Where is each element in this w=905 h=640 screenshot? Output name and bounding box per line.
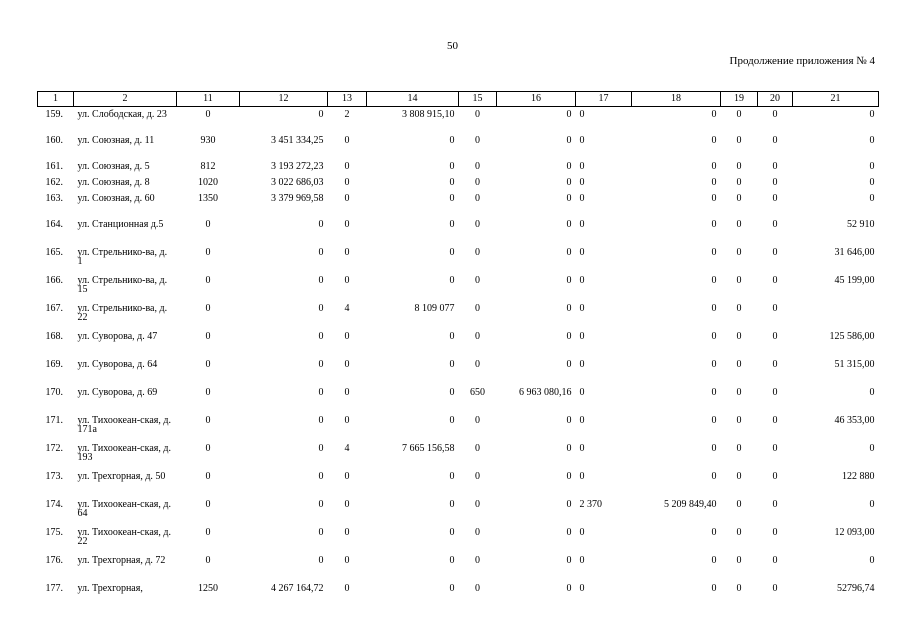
cell-col-19: 0: [736, 582, 742, 594]
cell-col-21: 122 880: [842, 470, 875, 482]
cell-address: ул. Стрельнико-ва, д. 22: [77, 302, 168, 323]
cell-col-20: 0: [772, 274, 778, 286]
cell-col-11: 0: [205, 218, 211, 230]
cell-col-13: 0: [344, 246, 350, 258]
cell-col-11: 0: [205, 442, 211, 454]
cell-col-14: 0: [449, 554, 455, 566]
cell-col-21: 0: [869, 498, 875, 510]
header-col-14: 14: [367, 92, 459, 107]
table-row: [38, 245, 879, 273]
cell-col-21: [793, 301, 879, 329]
cell-col-19: 0: [736, 554, 742, 566]
cell-col-14: 7 665 156,58: [402, 442, 455, 454]
cell-col-16: 0: [566, 470, 572, 482]
cell-row-number: 159.: [45, 109, 63, 120]
cell-col-11: 812: [200, 160, 216, 172]
cell-col-21: 0: [869, 554, 875, 566]
cell-col-17: 0: [579, 330, 585, 342]
cell-col-12: 0: [318, 246, 324, 258]
cell-row-number: 170.: [45, 386, 63, 398]
cell-col-18: 0: [711, 134, 717, 146]
cell-col-14: 0: [449, 582, 455, 594]
cell-col-21: 0: [869, 109, 875, 120]
cell-col-11: 0: [205, 470, 211, 482]
cell-row-number: 165.: [45, 246, 63, 258]
cell-col-14: 0: [449, 414, 455, 426]
cell-col-16: 0: [566, 274, 572, 286]
cell-col-11: 0: [205, 330, 211, 342]
cell-col-12: 3 193 272,23: [271, 160, 324, 172]
cell-row-number: 176.: [45, 554, 63, 566]
cell-col-15: 650: [470, 386, 485, 398]
cell-col-20: 0: [772, 582, 778, 594]
cell-col-14: 0: [449, 160, 455, 172]
cell-col-15: 0: [475, 302, 480, 314]
table-row: [38, 133, 879, 159]
cell-col-15: 0: [475, 526, 480, 538]
cell-col-13: 0: [344, 176, 350, 188]
data-table: [37, 91, 879, 601]
cell-col-17: 2 370: [579, 498, 602, 510]
cell-col-14: 0: [449, 330, 455, 342]
table-row: [38, 469, 879, 497]
cell-col-11: 0: [205, 246, 211, 258]
cell-col-17: 0: [579, 218, 585, 230]
cell-col-14: 0: [449, 274, 455, 286]
cell-col-16: 0: [566, 526, 572, 538]
cell-col-14: 0: [449, 386, 455, 398]
cell-col-17: 0: [579, 160, 585, 172]
cell-row-number: 168.: [45, 330, 63, 342]
cell-col-16: 0: [566, 302, 572, 314]
cell-col-16: 6 963 080,16: [519, 386, 572, 398]
cell-col-21: 12 093,00: [834, 526, 875, 538]
cell-col-12: 0: [318, 526, 324, 538]
cell-col-21: 46 353,00: [834, 414, 875, 426]
cell-address: ул. Тихоокеан-ская, д. 193: [77, 442, 171, 463]
cell-col-15: 0: [475, 176, 480, 188]
cell-col-11: 0: [205, 526, 211, 538]
cell-col-17: 0: [579, 192, 585, 204]
cell-col-14: 0: [449, 358, 455, 370]
cell-col-19: 0: [736, 134, 742, 146]
cell-col-11: 0: [205, 109, 211, 120]
cell-col-18: 0: [711, 274, 717, 286]
cell-row-number: 164.: [45, 218, 63, 230]
cell-address: ул. Трехгорная,: [77, 582, 143, 594]
cell-col-16: 0: [566, 134, 572, 146]
cell-address: ул. Союзная, д. 60: [77, 192, 155, 204]
cell-address: ул. Союзная, д. 11: [77, 134, 155, 146]
cell-row-number: 171.: [45, 414, 63, 426]
cell-col-17: 0: [579, 414, 585, 426]
cell-col-13: 0: [344, 470, 350, 482]
cell-col-15: 0: [475, 358, 480, 370]
table-row: [38, 217, 879, 245]
cell-col-14: 0: [449, 246, 455, 258]
cell-col-19: 0: [736, 274, 742, 286]
cell-col-18: 0: [711, 526, 717, 538]
cell-row-number: 161.: [45, 160, 63, 172]
table-row: [38, 107, 879, 133]
cell-col-12: 0: [318, 470, 324, 482]
cell-address: ул. Суворова, д. 47: [77, 330, 158, 342]
cell-col-13: 2: [344, 109, 350, 120]
cell-col-13: 0: [344, 218, 350, 230]
cell-col-11: 1020: [198, 176, 218, 188]
cell-col-18: 0: [711, 442, 717, 454]
cell-col-18: 0: [711, 582, 717, 594]
cell-col-18: 0: [711, 554, 717, 566]
cell-col-13: 4: [344, 442, 350, 454]
cell-col-15: 0: [475, 442, 480, 454]
cell-address: ул. Слободская, д. 23: [77, 109, 167, 120]
cell-address: ул. Суворова, д. 69: [77, 386, 158, 398]
cell-address: ул. Тихоокеан-ская, д. 22: [77, 526, 171, 547]
cell-address: ул. Союзная, д. 8: [77, 176, 150, 188]
table-row: [38, 159, 879, 175]
cell-col-14: 0: [449, 192, 455, 204]
cell-col-20: 0: [772, 442, 778, 454]
cell-col-17: 0: [579, 302, 585, 314]
cell-col-19: 0: [736, 498, 742, 510]
cell-col-17: 0: [579, 554, 585, 566]
cell-col-14: 3 808 915,10: [402, 109, 455, 120]
cell-col-12: 4 267 164,72: [271, 582, 324, 594]
cell-col-13: 0: [344, 192, 350, 204]
cell-col-12: 0: [318, 302, 324, 314]
cell-col-20: 0: [772, 526, 778, 538]
cell-col-18: 0: [711, 302, 717, 314]
cell-col-15: 0: [475, 414, 480, 426]
table-row: [38, 553, 879, 581]
cell-col-19: 0: [736, 218, 742, 230]
cell-col-17: 0: [579, 358, 585, 370]
cell-col-13: 0: [344, 582, 350, 594]
cell-col-14: 0: [449, 176, 455, 188]
cell-col-17: 0: [579, 526, 585, 538]
cell-col-18: 0: [711, 218, 717, 230]
header-col-19: 19: [721, 92, 758, 107]
cell-col-15: 0: [475, 274, 480, 286]
cell-col-19: 0: [736, 386, 742, 398]
cell-row-number: 169.: [45, 358, 63, 370]
cell-col-16: 0: [566, 358, 572, 370]
cell-col-20: 0: [772, 192, 778, 204]
cell-col-19: 0: [736, 470, 742, 482]
header-col-16: 16: [497, 92, 576, 107]
cell-col-17: 0: [579, 274, 585, 286]
cell-address: ул. Союзная, д. 5: [77, 160, 150, 172]
cell-col-13: 0: [344, 414, 350, 426]
page-number: 50: [447, 40, 458, 52]
cell-row-number: 163.: [45, 192, 63, 204]
cell-col-11: 0: [205, 498, 211, 510]
cell-col-19: 0: [736, 246, 742, 258]
cell-col-11: 0: [205, 554, 211, 566]
cell-col-16: 0: [566, 246, 572, 258]
cell-col-16: 0: [566, 442, 572, 454]
cell-col-13: 0: [344, 386, 350, 398]
cell-col-15: 0: [475, 246, 480, 258]
cell-col-15: 0: [475, 218, 480, 230]
cell-col-15: 0: [475, 498, 480, 510]
cell-col-21: 0: [869, 134, 875, 146]
cell-col-18: 0: [711, 414, 717, 426]
cell-col-21: 31 646,00: [834, 246, 875, 258]
cell-col-21: 125 586,00: [829, 330, 875, 342]
cell-col-11: 0: [205, 302, 211, 314]
cell-col-17: 0: [579, 246, 585, 258]
cell-col-19: 0: [736, 160, 742, 172]
cell-col-21: 0: [869, 176, 875, 188]
header-col-15: 15: [459, 92, 497, 107]
cell-row-number: 172.: [45, 442, 63, 454]
cell-col-13: 0: [344, 358, 350, 370]
cell-address: ул. Тихоокеан-ская, д. 171а: [77, 414, 171, 435]
cell-col-12: 0: [318, 414, 324, 426]
cell-address: ул. Станционная д.5: [77, 218, 164, 230]
cell-col-19: 0: [736, 358, 742, 370]
cell-col-17: 0: [579, 582, 585, 594]
cell-col-21: 52796,74: [837, 582, 875, 594]
cell-col-15: 0: [475, 554, 480, 566]
cell-address: ул. Трехгорная, д. 50: [77, 470, 166, 482]
cell-col-12: 0: [318, 218, 324, 230]
cell-col-16: 0: [566, 582, 572, 594]
table-row: [38, 497, 879, 525]
cell-col-16: 0: [566, 330, 572, 342]
cell-col-14: 0: [449, 526, 455, 538]
header-col-11: 11: [177, 92, 240, 107]
cell-col-16: 0: [566, 109, 572, 120]
cell-col-14: 0: [449, 498, 455, 510]
cell-col-20: 0: [772, 134, 778, 146]
cell-col-16: 0: [566, 192, 572, 204]
cell-col-11: 0: [205, 358, 211, 370]
cell-col-17: 0: [579, 176, 585, 188]
table-row: [38, 175, 879, 191]
table-row: [38, 273, 879, 301]
cell-col-20: 0: [772, 109, 778, 120]
cell-col-13: 0: [344, 554, 350, 566]
cell-col-12: 0: [318, 498, 324, 510]
cell-col-21: 45 199,00: [834, 274, 875, 286]
cell-col-18: 0: [711, 160, 717, 172]
cell-col-13: 0: [344, 134, 350, 146]
cell-col-12: 0: [318, 554, 324, 566]
cell-col-19: 0: [736, 442, 742, 454]
cell-col-20: 0: [772, 414, 778, 426]
cell-col-18: 0: [711, 386, 717, 398]
cell-col-12: 0: [318, 358, 324, 370]
cell-row-number: 174.: [45, 498, 63, 510]
cell-col-17: 0: [579, 470, 585, 482]
cell-col-11: 1350: [198, 192, 218, 204]
cell-row-number: 175.: [45, 526, 63, 538]
cell-col-18: 0: [711, 192, 717, 204]
table-row: [38, 385, 879, 413]
cell-col-21: 51 315,00: [834, 358, 875, 370]
cell-col-12: 0: [318, 274, 324, 286]
cell-col-21: 0: [869, 442, 875, 454]
cell-col-19: 0: [736, 330, 742, 342]
table-row: [38, 581, 879, 601]
cell-col-12: 0: [318, 442, 324, 454]
cell-col-15: 0: [475, 160, 480, 172]
cell-col-12: 3 451 334,25: [271, 134, 324, 146]
cell-col-13: 0: [344, 330, 350, 342]
cell-col-21: 0: [869, 160, 875, 172]
header-col-12: 12: [240, 92, 328, 107]
cell-col-20: 0: [772, 330, 778, 342]
cell-col-18: 0: [711, 176, 717, 188]
cell-col-15: 0: [475, 109, 480, 120]
header-col-1: 1: [38, 92, 74, 107]
cell-col-12: 0: [318, 386, 324, 398]
cell-col-18: 0: [711, 330, 717, 342]
cell-col-18: 0: [711, 470, 717, 482]
cell-col-20: 0: [772, 176, 778, 188]
cell-col-20: 0: [772, 160, 778, 172]
cell-col-20: 0: [772, 386, 778, 398]
cell-row-number: 173.: [45, 470, 63, 482]
cell-col-17: 0: [579, 134, 585, 146]
cell-col-16: 0: [566, 160, 572, 172]
cell-col-15: 0: [475, 470, 480, 482]
cell-col-13: 0: [344, 526, 350, 538]
cell-col-14: 8 109 077: [414, 302, 455, 314]
cell-col-20: 0: [772, 246, 778, 258]
table-row: [38, 301, 879, 329]
cell-row-number: 177.: [45, 582, 63, 594]
cell-col-13: 0: [344, 160, 350, 172]
cell-col-19: 0: [736, 414, 742, 426]
table-row: [38, 357, 879, 385]
cell-col-15: 0: [475, 134, 480, 146]
header-col-13: 13: [328, 92, 367, 107]
cell-col-16: 0: [566, 498, 572, 510]
cell-col-12: 0: [318, 109, 324, 120]
cell-col-12: 3 022 686,03: [271, 176, 324, 188]
cell-col-20: 0: [772, 554, 778, 566]
header-col-21: 21: [793, 92, 879, 107]
cell-col-11: 930: [200, 134, 216, 146]
cell-col-19: 0: [736, 109, 742, 120]
cell-col-17: 0: [579, 109, 585, 120]
cell-col-19: 0: [736, 526, 742, 538]
cell-col-19: 0: [736, 302, 742, 314]
cell-col-16: 0: [566, 554, 572, 566]
table-row: [38, 329, 879, 357]
table-row: [38, 191, 879, 217]
cell-row-number: 166.: [45, 274, 63, 286]
cell-col-20: 0: [772, 470, 778, 482]
cell-col-21: 0: [869, 192, 875, 204]
header-col-20: 20: [758, 92, 793, 107]
table-row: [38, 441, 879, 469]
header-row: [38, 92, 879, 107]
cell-col-14: 0: [449, 218, 455, 230]
cell-col-20: 0: [772, 302, 778, 314]
cell-col-16: 0: [566, 414, 572, 426]
cell-col-20: 0: [772, 218, 778, 230]
cell-col-20: 0: [772, 498, 778, 510]
cell-col-16: 0: [566, 218, 572, 230]
cell-col-12: 3 379 969,58: [271, 192, 324, 204]
cell-row-number: 167.: [45, 302, 63, 314]
cell-col-18: 5 209 849,40: [664, 498, 717, 510]
table-row: [38, 413, 879, 441]
header-col-18: 18: [632, 92, 721, 107]
cell-col-13: 0: [344, 274, 350, 286]
header-col-2: 2: [74, 92, 177, 107]
cell-col-17: 0: [579, 386, 585, 398]
cell-row-number: 162.: [45, 176, 63, 188]
cell-col-19: 0: [736, 176, 742, 188]
cell-address: ул. Тихоокеан-ская, д. 64: [77, 498, 171, 519]
cell-col-21: 0: [869, 386, 875, 398]
cell-col-11: 0: [205, 274, 211, 286]
cell-address: ул. Суворова, д. 64: [77, 358, 158, 370]
table-body: [38, 107, 879, 601]
cell-col-11: 1250: [198, 582, 218, 594]
cell-col-18: 0: [711, 109, 717, 120]
cell-address: ул. Стрельнико-ва, д. 15: [77, 274, 168, 295]
cell-address: ул. Стрельнико-ва, д. 1: [77, 246, 168, 267]
cell-row-number: 160.: [45, 134, 63, 146]
cell-col-16: 0: [566, 176, 572, 188]
cell-col-17: 0: [579, 442, 585, 454]
header-col-17: 17: [576, 92, 632, 107]
table-header: [38, 92, 879, 107]
table-row: [38, 525, 879, 553]
cell-col-11: 0: [205, 414, 211, 426]
cell-col-19: 0: [736, 192, 742, 204]
cell-col-13: 4: [344, 302, 350, 314]
cell-col-20: 0: [772, 358, 778, 370]
cell-col-18: 0: [711, 246, 717, 258]
cell-col-14: 0: [449, 134, 455, 146]
cell-col-14: 0: [449, 470, 455, 482]
cell-col-15: 0: [475, 330, 480, 342]
cell-col-11: 0: [205, 386, 211, 398]
cell-col-18: 0: [711, 358, 717, 370]
cell-col-15: 0: [475, 192, 480, 204]
appendix-continuation-note: Продолжение приложения № 4: [729, 55, 875, 67]
cell-col-13: 0: [344, 498, 350, 510]
cell-col-21: 52 910: [847, 218, 875, 230]
cell-col-15: 0: [475, 582, 480, 594]
cell-col-12: 0: [318, 330, 324, 342]
cell-address: ул. Трехгорная, д. 72: [77, 554, 166, 566]
